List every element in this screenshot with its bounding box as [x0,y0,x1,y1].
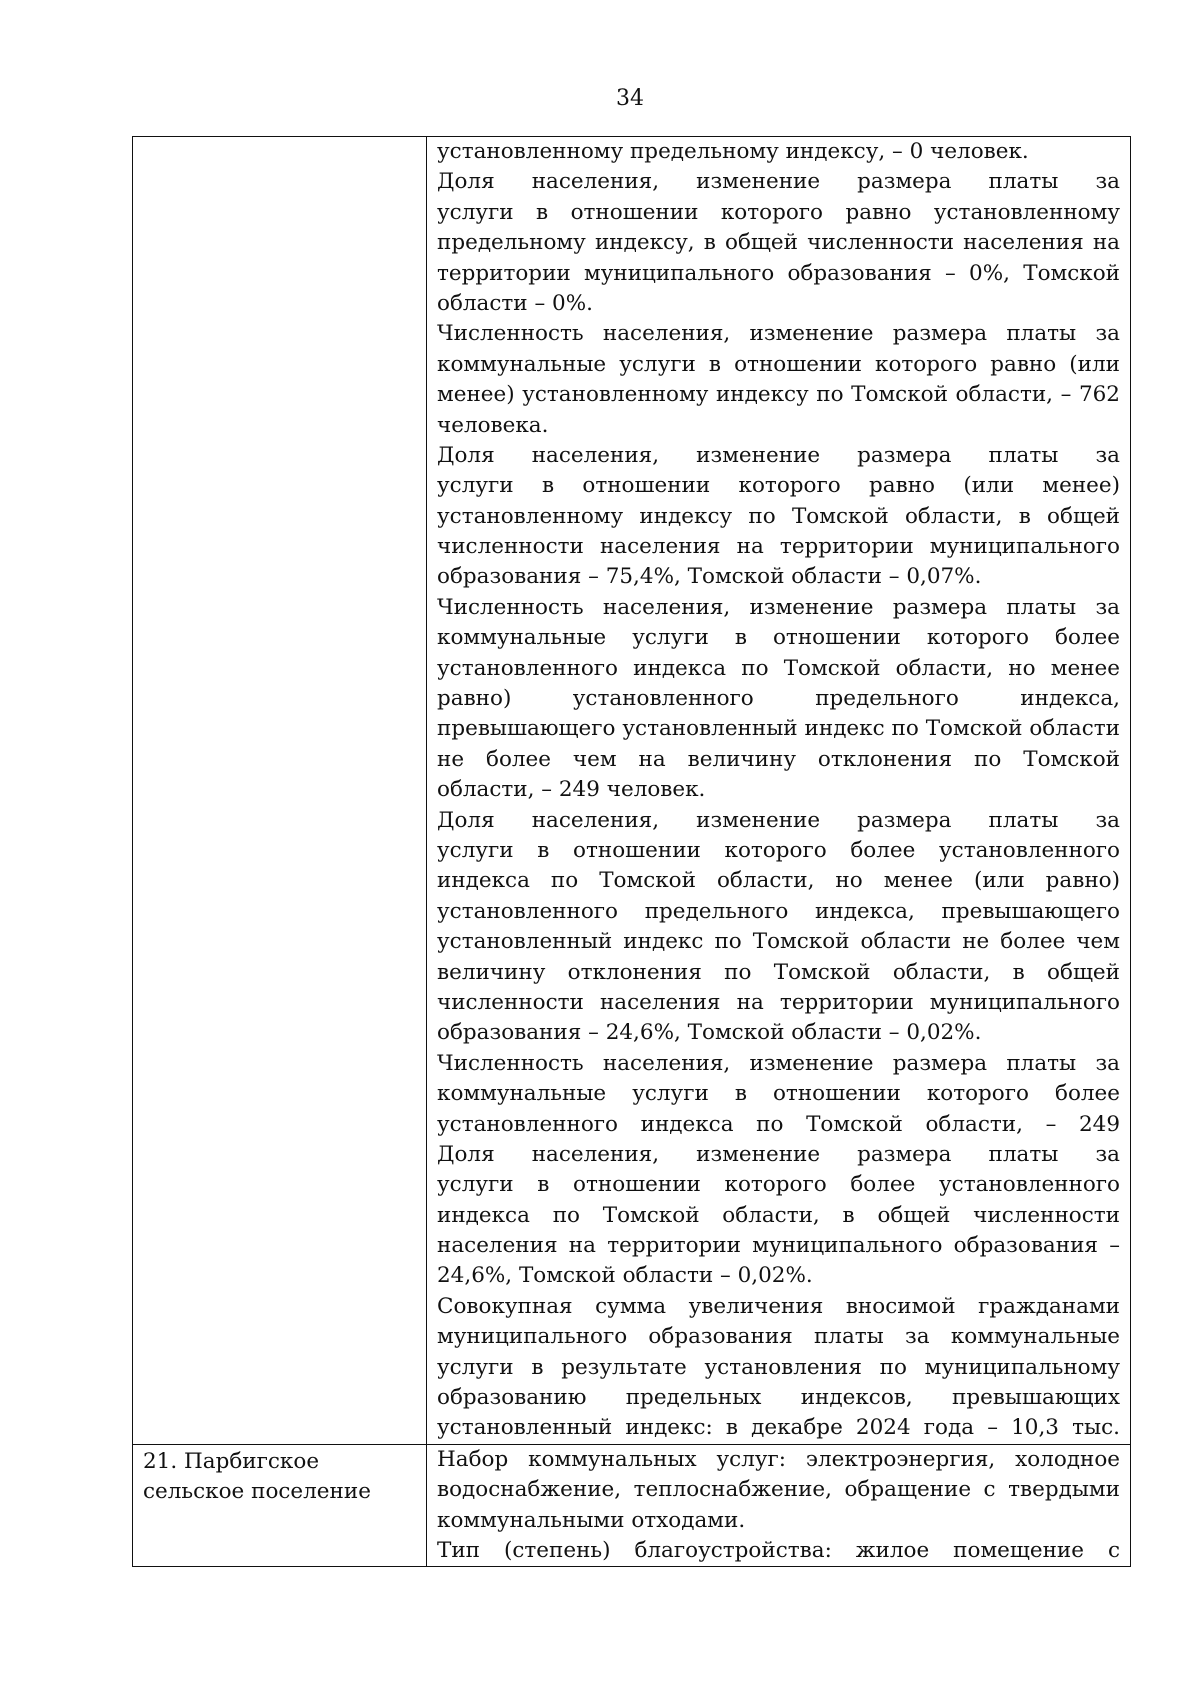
description-cell [427,1444,1131,1567]
text-line: превышающего установленный индекс по Томской области [437,716,1120,742]
text-line: услуги в отношении которого равно (или менее) [437,473,1120,499]
text-line: Тип (степень) благоустройства: жилое помещение с [437,1537,1120,1563]
settlement-name-line: сельское поселение [143,1479,371,1505]
text-line: численности населения на территории муниципального [437,534,1120,560]
table-row [133,1444,1131,1567]
text-line: услуги в отношении которого равно установленному [437,199,1120,225]
settlement-cell [133,1444,427,1567]
text-line: индекса по Томской области, но менее (или равно) [437,868,1120,894]
text-line: коммунальные услуги в отношении которого более [437,1081,1120,1107]
text-line: муниципального образования платы за коммунальные [437,1324,1120,1350]
text-line: области – 0%. [437,290,593,316]
settlement-name [133,137,426,139]
text-line: менее) установленному индексу по Томской области, – 762 [437,382,1120,408]
text-line: услуги в отношении которого более установленного [437,1172,1120,1198]
table-row [133,137,1131,1445]
table-body [133,137,1131,1567]
text-line: образованию предельных индексов, превышающих [437,1385,1120,1411]
settlement-name-line: 21. Парбигское [143,1448,320,1474]
description-text [427,1445,1130,1567]
document-table [132,136,1131,1567]
text-line: территории муниципального образования – 0%, Томской [437,260,1120,286]
text-line: установленного индекса по Томской области, но менее [437,655,1120,681]
page-number: 34 [616,86,644,111]
text-line: услуги в отношении которого более установленного [437,837,1120,863]
text-line: образования – 24,6%, Томской области – 0,02%. [437,1020,982,1046]
text-line: установленный индекс: в декабре 2024 года – 10,3 тыс. [437,1415,1120,1441]
text-line: Численность населения, изменение размера платы за [437,1050,1120,1076]
text-line: установленного индекса по Томской области, – 249 [437,1111,1120,1137]
text-line: Численность населения, изменение размера платы за [437,321,1120,347]
text-line: водоснабжение, теплоснабжение, обращение с твердыми [437,1477,1120,1503]
text-line: коммунальные услуги в отношении которого более [437,625,1120,651]
text-line: предельному индексу, в общей численности населения на [437,230,1120,256]
text-line: 24,6%, Томской области – 0,02%. [437,1263,813,1289]
text-line: Доля населения, изменение размера платы за [437,1141,1120,1167]
text-line: области, – 249 человек. [437,777,706,803]
text-line: численности населения на территории муниципального [437,989,1120,1015]
description-text [427,137,1130,1444]
text-line: не более чем на величину отклонения по Томской [437,746,1120,772]
text-line: величину отклонения по Томской области, в общей [437,959,1120,985]
settlement-cell [133,137,427,1445]
text-line: Доля населения, изменение размера платы за [437,442,1120,468]
text-line: установленному индексу по Томской области, в общей [437,503,1120,529]
text-line: населения на территории муниципального образования – [437,1233,1120,1259]
text-line: образования – 75,4%, Томской области – 0,07%. [437,564,982,590]
text-line: Совокупная сумма увеличения вносимой гражданами [437,1293,1120,1319]
text-line: Доля населения, изменение размера платы за [437,169,1120,195]
description-cell [427,137,1131,1445]
text-line: коммунальные услуги в отношении которого равно (или [437,351,1120,377]
text-line: Численность населения, изменение размера платы за [437,594,1120,620]
text-line: коммунальными отходами. [437,1507,746,1533]
text-line: индекса по Томской области, в общей численности [437,1202,1120,1228]
text-line: Доля населения, изменение размера платы за [437,807,1120,833]
text-line: установленного предельного индекса, превышающего [437,898,1120,924]
text-line: равно) установленного предельного индекса, [437,686,1120,712]
text-line: человека. [437,412,549,438]
text-line: услуги в результате установления по муниципальному [437,1354,1120,1380]
text-line: установленному предельному индексу, – 0 человек. [437,139,1029,164]
text-line: установленный индекс по Томской области не более чем [437,929,1120,955]
settlement-name [133,1445,426,1508]
text-line: Набор коммунальных услуг: электроэнергия, холодное [437,1446,1120,1472]
